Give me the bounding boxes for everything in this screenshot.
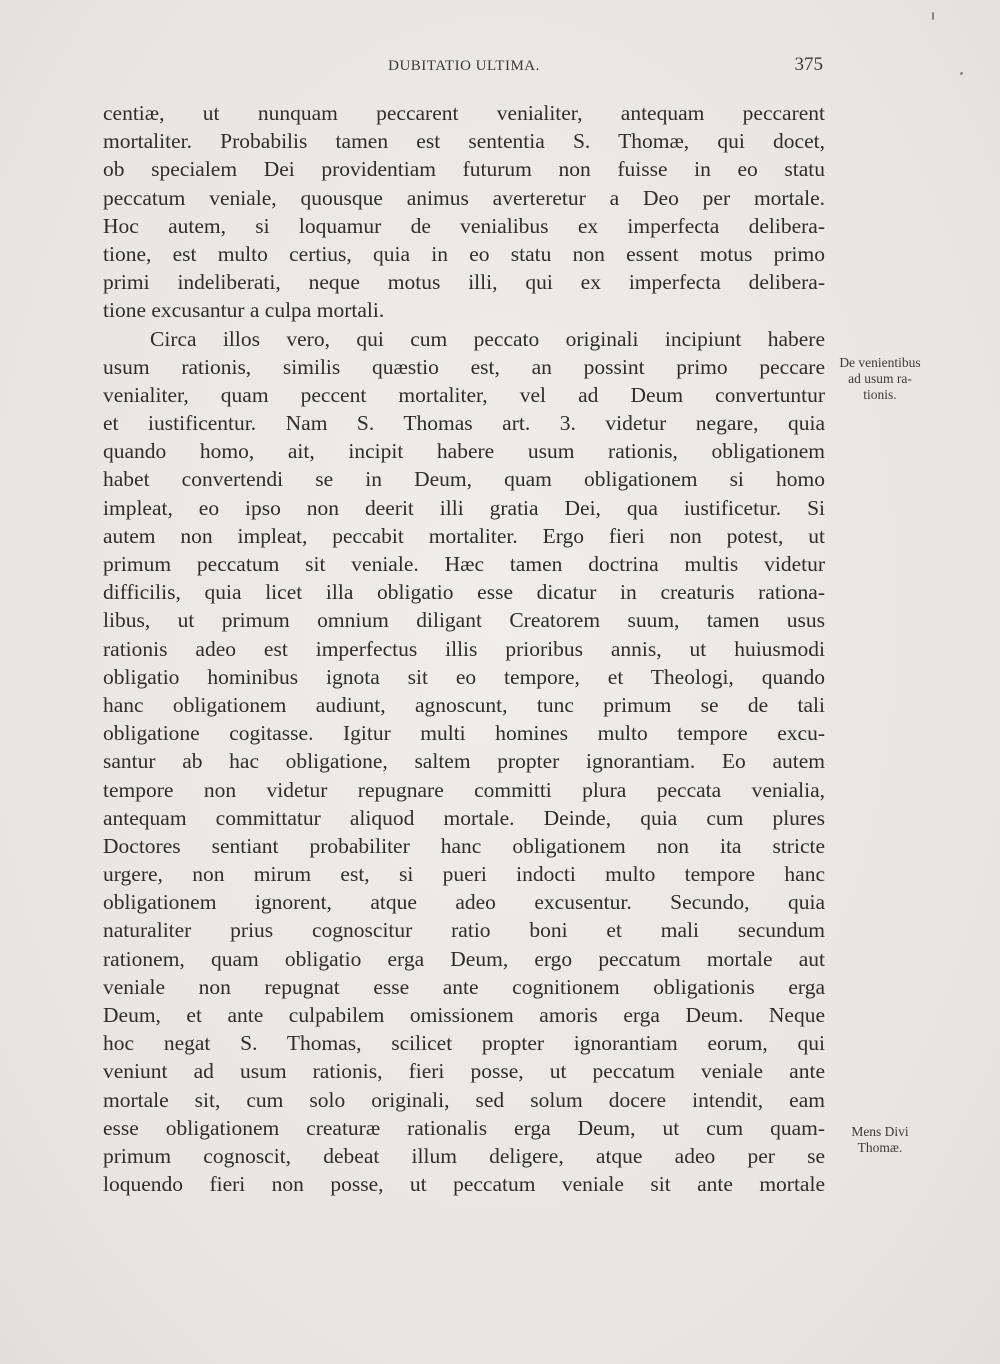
text-line: tione excusantur a culpa mortali. <box>103 298 385 323</box>
text-line: quando homo, ait, incipit habere usum rationis, obligationem <box>103 439 825 464</box>
text-line: obligatione cogitasse. Igitur multi homines multo tempore excu- <box>103 721 825 746</box>
text-line: habet convertendi se in Deum, quam obligationem si homo <box>103 467 825 492</box>
text-line: mortaliter. Probabilis tamen est sententia S. Thomæ, qui docet, <box>103 129 825 154</box>
text-line: primum peccatum sit veniale. Hæc tamen doctrina multis videtur <box>103 552 825 576</box>
text-line: primum cognoscit, debeat illum deligere, atque adeo per se <box>103 1143 825 1168</box>
text-line: tione, est multo certius, quia in eo statu non essent motus primo <box>103 241 825 266</box>
text-line: obligationem ignorent, atque adeo excusentur. Secundo, quia <box>103 890 825 915</box>
page-number: 375 <box>794 54 823 75</box>
text-line: naturaliter prius cognoscitur ratio boni et mali secundum <box>103 918 825 943</box>
text-line: antequam committatur aliquod mortale. Deinde, quia cum plures <box>103 805 825 830</box>
text-line: primi indeliberati, neque motus illi, qui ex imperfecta delibera- <box>103 270 825 295</box>
text-line: et iustificentur. Nam S. Thomas art. 3. videtur negare, quia <box>103 411 825 436</box>
text-line: veniunt ad usum rationis, fieri posse, ut peccatum veniale ante <box>103 1059 825 1084</box>
text-line: peccatum veniale, quousque animus averteretur a Deo per mortale. <box>103 185 825 210</box>
text-line: hanc obligationem audiunt, agnoscunt, tunc primum se de tali <box>103 692 825 717</box>
text-line: mortale sit, cum solo originali, sed solum docere intendit, eam <box>103 1087 825 1112</box>
text-line: veniale non repugnat esse ante cognitionem obligationis erga <box>103 974 825 999</box>
marginal-note-mens-divi-thomae <box>838 1124 922 1156</box>
marginal-note-line: De venientibus <box>839 355 921 370</box>
text-line: loquendo fieri non posse, ut peccatum veniale sit ante mortale <box>103 1172 825 1197</box>
text-line: tempore non videtur repugnare committi plura peccata venialia, <box>103 777 825 802</box>
text-line: Doctores sentiant probabiliter hanc obligationem non ita stricte <box>103 833 825 858</box>
text-line: urgere, non mirum est, si pueri indocti multo tempore hanc <box>103 862 825 887</box>
marginal-note-line: ad usum ra- <box>848 371 912 386</box>
text-line: rationis adeo est imperfectus illis prioribus annis, ut huiusmodi <box>103 636 825 661</box>
paper-speck <box>960 72 963 75</box>
text-line: Circa illos vero, qui cum peccato originali incipiunt habere <box>150 326 825 351</box>
text-line: usum rationis, similis quæstio est, an possint primo peccare <box>103 354 825 379</box>
body-text <box>103 99 825 1198</box>
text-line: centiæ, ut nunquam peccarent venialiter, antequam peccarent <box>103 101 825 125</box>
text-line: santur ab hac obligatione, saltem propter ignorantiam. Eo autem <box>103 749 825 774</box>
paper-speck <box>932 12 934 20</box>
marginal-note-venientibus <box>828 355 932 403</box>
text-line: autem non impleat, peccabit mortaliter. Ergo fieri non potest, ut <box>103 523 825 548</box>
text-line: rationem, quam obligatio erga Deum, ergo peccatum mortale aut <box>103 946 825 971</box>
text-line: venialiter, quam peccent mortaliter, vel ad Deum convertuntur <box>103 382 825 407</box>
text-line: difficilis, quia licet illa obligatio esse dicatur in creaturis rationa- <box>103 580 825 605</box>
text-line: obligatio hominibus ignota sit eo tempore, et Theologi, quando <box>103 664 825 689</box>
running-title: DUBITATIO ULTIMA. <box>388 58 540 74</box>
text-line: libus, ut primum omnium diligant Creatorem suum, tamen usus <box>103 608 825 633</box>
text-line: ob specialem Dei providentiam futurum non fuisse in eo statu <box>103 157 825 182</box>
marginal-note-line: tionis. <box>863 387 897 402</box>
text-line: Hoc autem, si loquamur de venialibus ex imperfecta delibera- <box>103 213 825 238</box>
marginal-note-line: Mens Divi <box>851 1124 909 1139</box>
text-line: Deum, et ante culpabilem omissionem amoris erga Deum. Neque <box>103 1003 825 1027</box>
marginal-note-line: Thomæ. <box>857 1140 903 1155</box>
running-head <box>103 54 825 78</box>
text-line: hoc negat S. Thomas, scilicet propter ignorantiam eorum, qui <box>103 1031 825 1056</box>
text-line: esse obligationem creaturæ rationalis erga Deum, ut cum quam- <box>103 1115 825 1140</box>
text-line: impleat, eo ipso non deerit illi gratia Dei, qua iustificetur. Si <box>103 495 825 520</box>
